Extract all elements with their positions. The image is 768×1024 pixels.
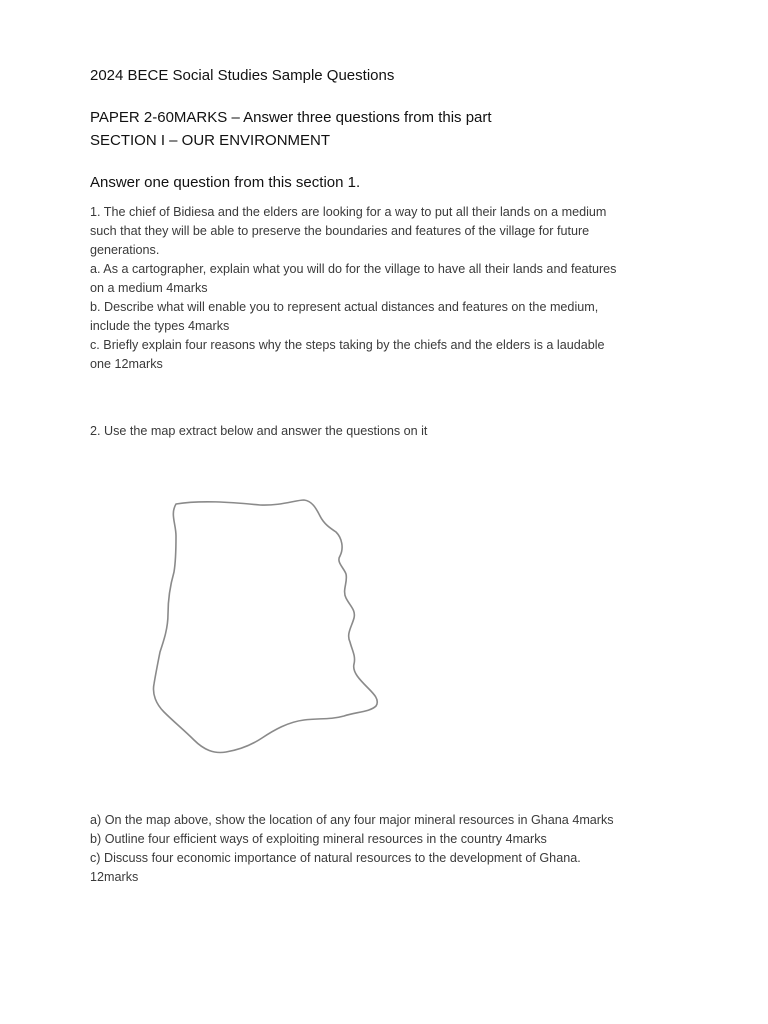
question1a-line: a. As a cartographer, explain what you will do for the village to have all their lands and features — [90, 262, 617, 276]
document-title: 2024 BECE Social Studies Sample Questions — [90, 67, 395, 84]
question2b-line: b) Outline four efficient ways of exploiting mineral resources in the country 4marks — [90, 832, 547, 846]
question2c-line: 12marks — [90, 870, 139, 884]
question1c-line: c. Briefly explain four reasons why the steps taking by the chiefs and the elders is a laudable — [90, 338, 605, 352]
question1-line: 1. The chief of Bidiesa and the elders are looking for a way to put all their lands on a medium — [90, 205, 607, 219]
question1b-line: include the types 4marks — [90, 319, 230, 333]
question2-intro: 2. Use the map extract below and answer the questions on it — [90, 424, 428, 438]
question2c-line: c) Discuss four economic importance of natural resources to the development of Ghana. — [90, 851, 581, 865]
paper-heading: PAPER 2-60MARKS – Answer three questions from this part — [90, 109, 492, 126]
question1a-line: on a medium 4marks — [90, 281, 208, 295]
ghana-outline-path — [153, 500, 377, 753]
question1b-line: b. Describe what will enable you to represent actual distances and features on the medium, — [90, 300, 599, 314]
section-heading: SECTION I – OUR ENVIRONMENT — [90, 132, 331, 149]
question2a-line: a) On the map above, show the location of any four major mineral resources in Ghana 4marks — [90, 813, 614, 827]
question1c-line: one 12marks — [90, 357, 163, 371]
question1-line: generations. — [90, 243, 160, 257]
question1-line: such that they will be able to preserve the boundaries and features of the village for future — [90, 224, 590, 238]
instruction-heading: Answer one question from this section 1. — [90, 174, 361, 191]
